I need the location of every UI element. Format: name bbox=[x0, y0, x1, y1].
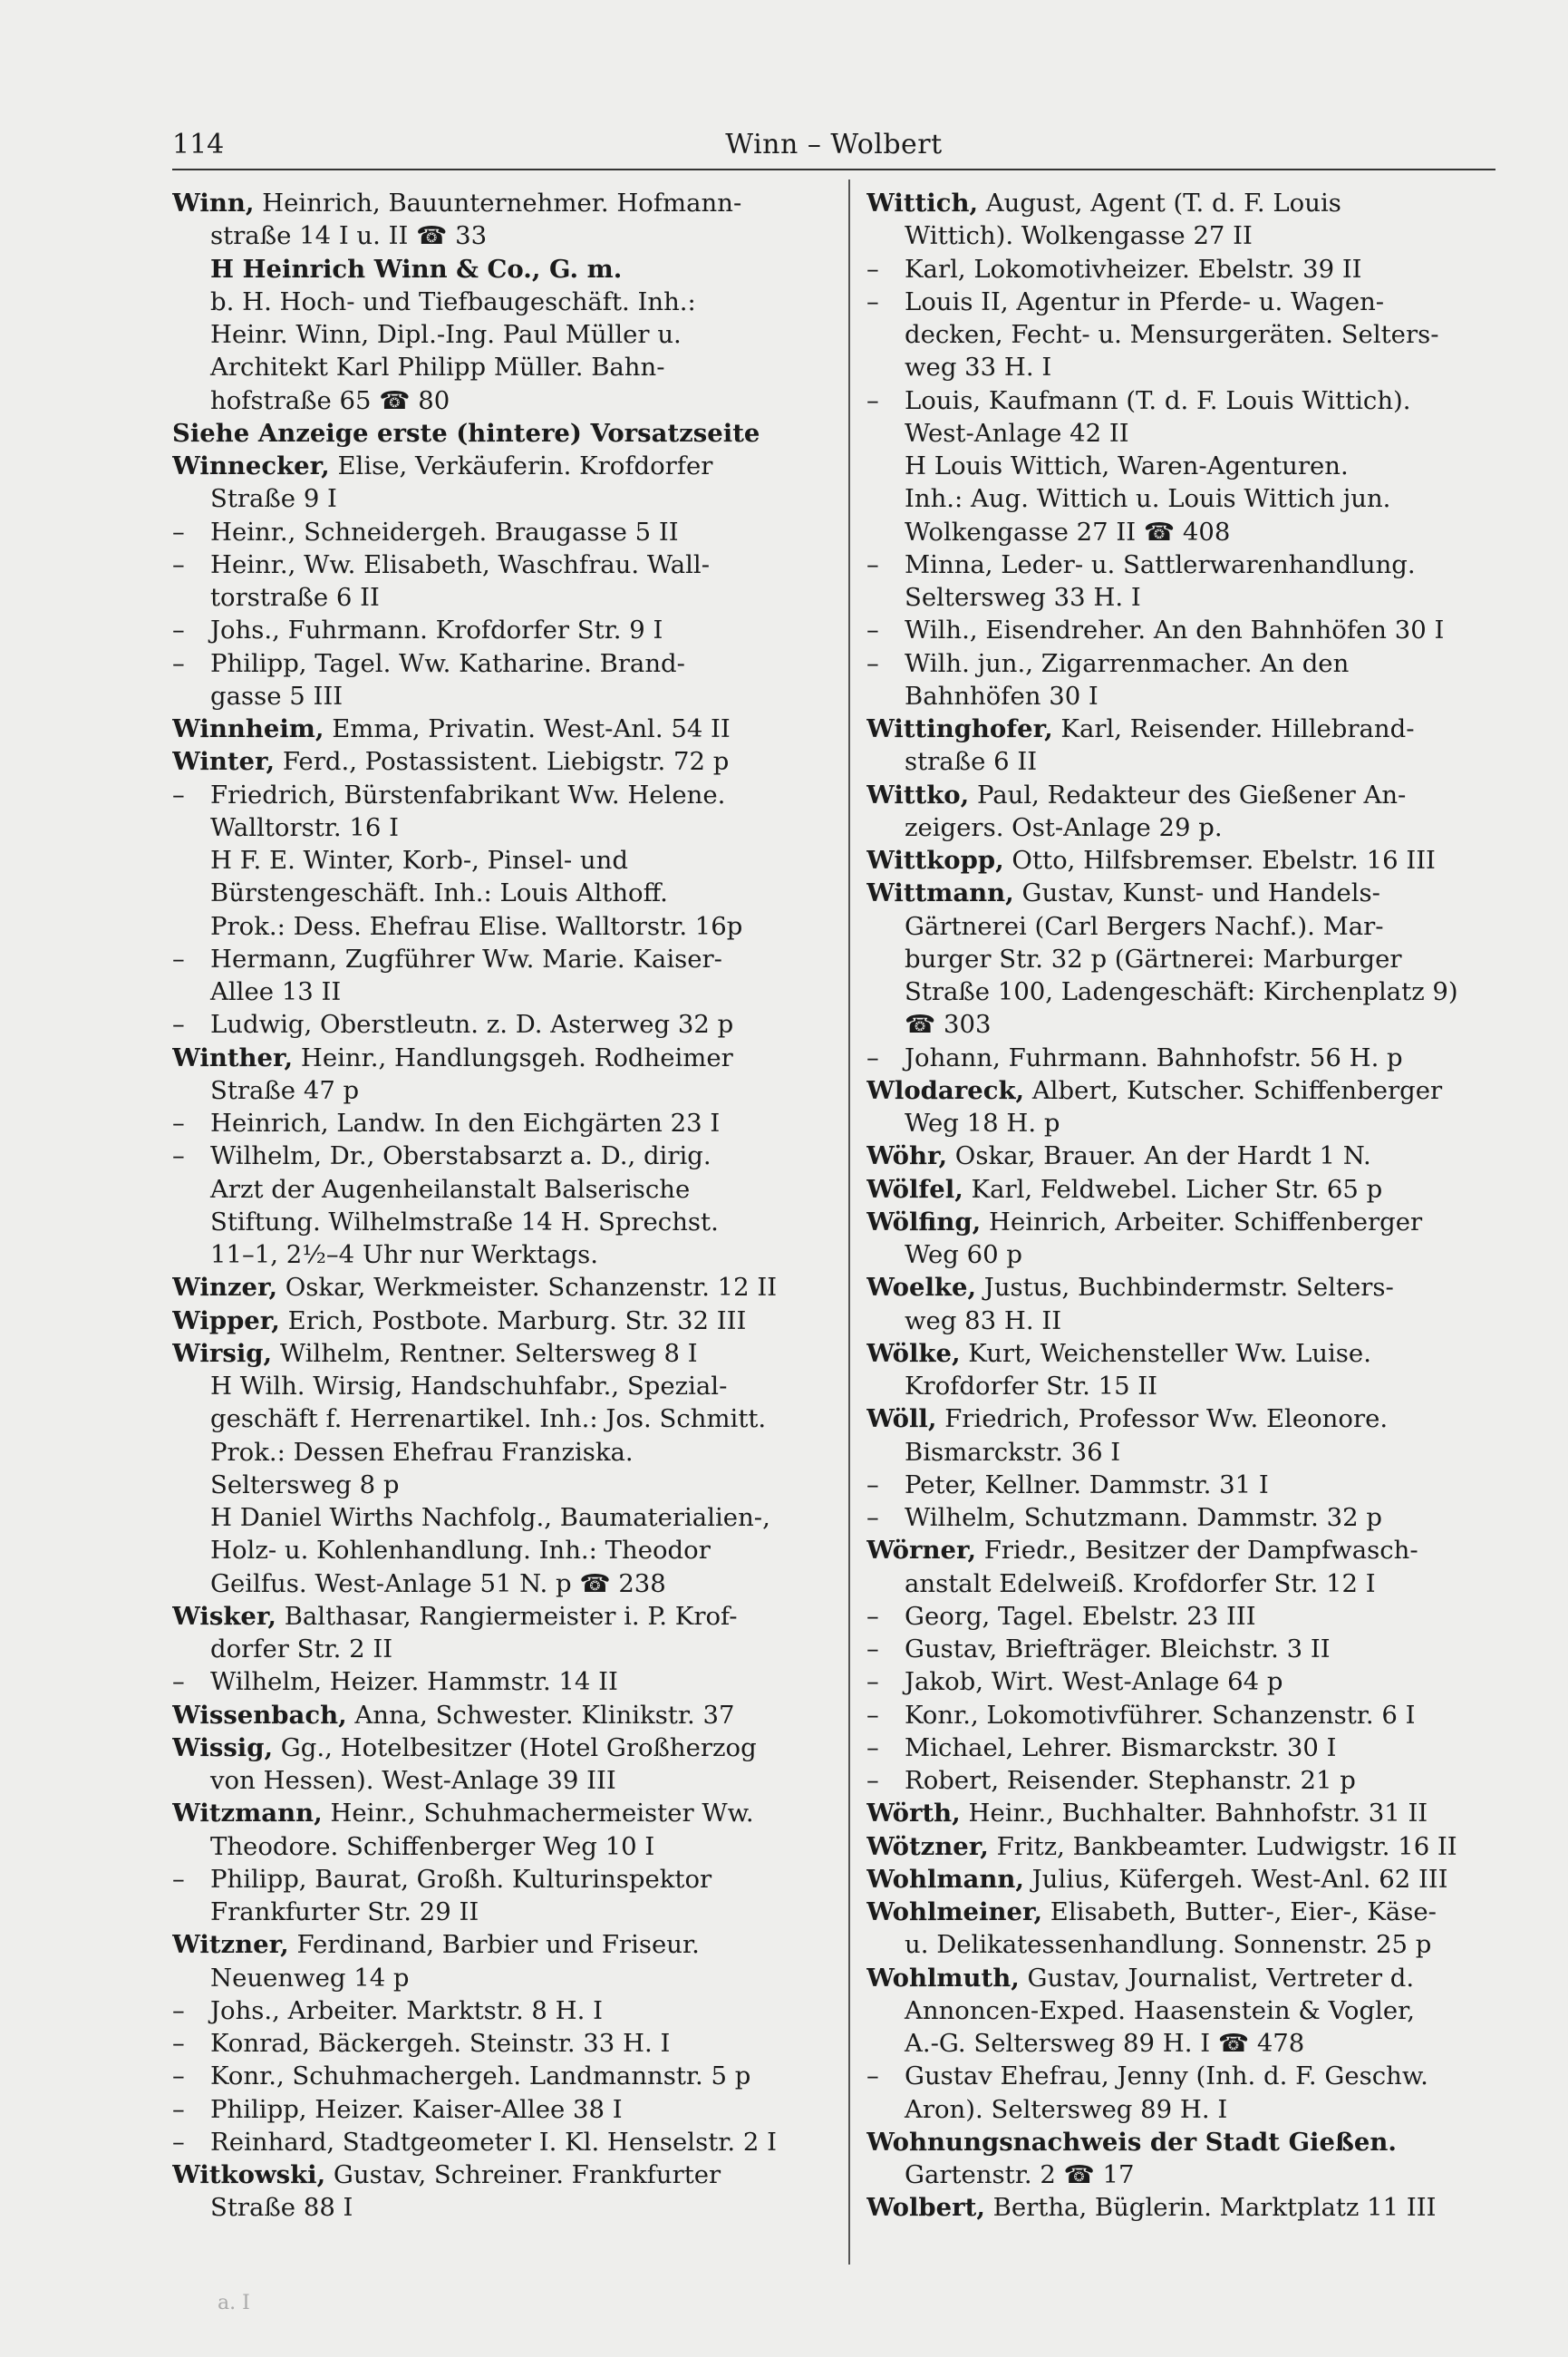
sub-entry-text: Reinhard, Stadtgeometer I. Kl. Henselstr. 2 I bbox=[210, 2127, 777, 2157]
entry-details: Wilhelm, Rentner. Seltersweg 8 I bbox=[272, 1338, 698, 1368]
sub-entry-text: Gustav Ehefrau, Jenny (Inh. d. F. Geschw. bbox=[905, 2061, 1428, 2091]
dash-mark: – bbox=[866, 2061, 879, 2091]
dash-mark: – bbox=[172, 2094, 185, 2124]
entry-line bbox=[172, 1731, 825, 1764]
dash-mark: – bbox=[172, 648, 185, 678]
continuation-line: H F. E. Winter, Korb-, Pinsel- und bbox=[210, 846, 628, 875]
entry-line bbox=[866, 1206, 1501, 1238]
sub-entry-line bbox=[172, 1107, 825, 1140]
entry-details: Julius, Küfergeh. West-Anl. 62 III bbox=[1023, 1864, 1448, 1894]
sub-entry-line bbox=[172, 614, 825, 646]
continuation-line: Architekt Karl Philipp Müller. Bahn- bbox=[210, 353, 665, 383]
entry-name: Wörner, bbox=[866, 1536, 977, 1566]
sub-entry-line bbox=[866, 253, 1501, 286]
dash-mark: – bbox=[172, 1667, 185, 1697]
entry-details: Anna, Schwester. Klinikstr. 37 bbox=[346, 1700, 735, 1730]
sub-entry-line bbox=[172, 1140, 825, 1172]
entry-details: Ferdinand, Barbier und Friseur. bbox=[288, 1930, 700, 1960]
sub-entry-text: Friedrich, Bürstenfabrikant Ww. Helene. bbox=[210, 780, 726, 810]
entry-name: Witkowski, bbox=[172, 2160, 326, 2189]
sub-entry-line bbox=[866, 1764, 1501, 1797]
sub-entry-line bbox=[866, 1501, 1501, 1534]
entry-line bbox=[172, 2158, 825, 2191]
continuation-line: hofstraße 65 ☎ 80 bbox=[210, 385, 450, 415]
continuation-line: Straße 88 I bbox=[210, 2193, 353, 2223]
firm-heading-line: H Heinrich Winn & Co., G. m. bbox=[210, 254, 623, 284]
continuation-line: Bahnhöfen 30 I bbox=[905, 681, 1099, 711]
entry-line bbox=[866, 1797, 1501, 1829]
sub-entry-text: Gustav, Briefträger. Bleichstr. 3 II bbox=[905, 1634, 1331, 1663]
entry-name: Winn, bbox=[172, 189, 255, 218]
sub-entry-text: Konr., Lokomotivführer. Schanzenstr. 6 I bbox=[905, 1700, 1416, 1730]
entry-line bbox=[866, 1140, 1501, 1172]
entry-line bbox=[172, 1797, 825, 1829]
continuation-line: West-Anlage 42 II bbox=[905, 418, 1129, 448]
dash-mark: – bbox=[866, 385, 879, 415]
dash-mark: – bbox=[172, 2127, 185, 2157]
entry-line bbox=[172, 1337, 825, 1370]
continuation-line: Weg 60 p bbox=[905, 1240, 1022, 1269]
page-number: 114 bbox=[172, 129, 225, 160]
continuation-line: decken, Fecht- u. Mensurgeräten. Selters- bbox=[905, 320, 1439, 349]
dash-mark: – bbox=[172, 1141, 185, 1171]
entry-details: Emma, Privatin. West-Anl. 54 II bbox=[324, 714, 731, 743]
sub-entry-text: Johann, Fuhrmann. Bahnhofstr. 56 H. p bbox=[905, 1043, 1403, 1072]
continuation-line: Straße 9 I bbox=[210, 484, 337, 514]
continuation-line: geschäft f. Herrenartikel. Inh.: Jos. Schmitt. bbox=[210, 1404, 767, 1434]
entry-name: Wölfel, bbox=[866, 1174, 963, 1204]
continuation-line: u. Delikatessenhandlung. Sonnenstr. 25 p bbox=[905, 1930, 1432, 1960]
entry-name: Wolbert, bbox=[866, 2193, 985, 2223]
entry-line bbox=[866, 1074, 1501, 1107]
entry-name: Witzmann, bbox=[172, 1799, 323, 1828]
dash-mark: – bbox=[172, 1864, 185, 1894]
sub-entry-text: Karl, Lokomotivheizer. Ebelstr. 39 II bbox=[905, 254, 1362, 284]
sub-entry-line bbox=[866, 647, 1501, 680]
header-rule bbox=[172, 169, 1495, 170]
entry-details: Justus, Buchbindermstr. Selters- bbox=[976, 1273, 1394, 1303]
sub-entry-text: Louis, Kaufmann (T. d. F. Louis Wittich). bbox=[905, 385, 1411, 415]
continuation-line: weg 33 H. I bbox=[905, 353, 1052, 383]
entry-line bbox=[172, 187, 825, 219]
entry-line bbox=[172, 1042, 825, 1074]
entry-details: Heinrich, Arbeiter. Schiffenberger bbox=[981, 1207, 1423, 1237]
sub-entry-text: Wilhelm, Dr., Oberstabsarzt a. D., dirig. bbox=[210, 1141, 711, 1171]
continuation-line: von Hessen). West-Anlage 39 III bbox=[210, 1766, 616, 1795]
entry-line bbox=[866, 1402, 1501, 1435]
continuation-line: zeigers. Ost-Anlage 29 p. bbox=[905, 812, 1223, 842]
dash-mark: – bbox=[172, 1010, 185, 1040]
entry-details: Heinr., Schuhmachermeister Ww. bbox=[322, 1799, 754, 1828]
dash-mark: – bbox=[866, 549, 879, 579]
entry-details: Friedr., Besitzer der Dampfwasch- bbox=[976, 1536, 1418, 1566]
entry-details: Karl, Reisender. Hillebrand- bbox=[1052, 714, 1415, 743]
entry-name: Wöhr, bbox=[866, 1141, 948, 1171]
sub-entry-text: Minna, Leder- u. Sattlerwarenhandlung. bbox=[905, 549, 1416, 579]
dash-mark: – bbox=[172, 1109, 185, 1138]
entry-details: Ferd., Postassistent. Liebigstr. 72 p bbox=[275, 747, 730, 777]
sub-entry-line bbox=[866, 1699, 1501, 1731]
continuation-line: Neuenweg 14 p bbox=[210, 1963, 410, 1993]
entry-name: Wittich, bbox=[866, 189, 979, 218]
entry-name: Winther, bbox=[172, 1043, 294, 1072]
sub-entry-line bbox=[866, 1469, 1501, 1501]
entry-line bbox=[866, 187, 1501, 219]
dash-mark: – bbox=[866, 1043, 879, 1072]
dash-mark: – bbox=[172, 944, 185, 974]
entry-line bbox=[866, 1896, 1501, 1928]
continuation-line: A.-G. Seltersweg 89 H. I ☎ 478 bbox=[905, 2029, 1305, 2058]
entry-details: Oskar, Brauer. An der Hardt 1 N. bbox=[947, 1141, 1371, 1171]
bold-notice-line: Siehe Anzeige erste (hintere) Vorsatzseite bbox=[172, 418, 760, 448]
entry-name: Wisker, bbox=[172, 1601, 276, 1631]
sub-entry-text: Philipp, Heizer. Kaiser-Allee 38 I bbox=[210, 2094, 623, 2124]
sub-entry-line bbox=[866, 1731, 1501, 1764]
left-column bbox=[172, 187, 825, 2225]
continuation-line: anstalt Edelweiß. Krofdorfer Str. 12 I bbox=[905, 1568, 1376, 1598]
sub-entry-line bbox=[866, 614, 1501, 646]
entry-details: Oskar, Werkmeister. Schanzenstr. 12 II bbox=[277, 1273, 778, 1303]
sub-entry-line bbox=[172, 2060, 825, 2092]
continuation-line: 11–1, 2½–4 Uhr nur Werktags. bbox=[210, 1240, 598, 1269]
continuation-line: burger Str. 32 p (Gärtnerei: Marburger bbox=[905, 944, 1402, 974]
entry-name: Wipper, bbox=[172, 1305, 280, 1335]
footer-mark: a. I bbox=[218, 2292, 250, 2314]
continuation-line: weg 83 H. II bbox=[905, 1305, 1062, 1335]
continuation-line: Prok.: Dess. Ehefrau Elise. Walltorstr. 16p bbox=[210, 911, 743, 941]
continuation-line: H Louis Wittich, Waren-Agenturen. bbox=[905, 451, 1349, 480]
entry-name: Witzner, bbox=[172, 1930, 289, 1960]
sub-entry-text: Hermann, Zugführer Ww. Marie. Kaiser- bbox=[210, 944, 722, 974]
continuation-line: Frankfurter Str. 29 II bbox=[210, 1897, 479, 1926]
entry-details: Karl, Feldwebel. Licher Str. 65 p bbox=[963, 1174, 1383, 1204]
sub-entry-text: Heinr., Schneidergeh. Braugasse 5 II bbox=[210, 517, 679, 547]
continuation-line: torstraße 6 II bbox=[210, 583, 380, 612]
sub-entry-line bbox=[866, 1600, 1501, 1633]
entry-details: Heinrich, Bauunternehmer. Hofmann- bbox=[254, 189, 742, 218]
sub-entry-line bbox=[172, 943, 825, 975]
continuation-line: Krofdorfer Str. 15 II bbox=[905, 1372, 1158, 1401]
entry-line bbox=[866, 1271, 1501, 1304]
continuation-line: Prok.: Dessen Ehefrau Franziska. bbox=[210, 1437, 634, 1467]
entry-name: Wittinghofer, bbox=[866, 714, 1053, 743]
continuation-line: Weg 18 H. p bbox=[905, 1109, 1060, 1138]
continuation-line: Holz- u. Kohlenhandlung. Inh.: Theodor bbox=[210, 1536, 711, 1566]
running-head: Winn – Wolbert bbox=[725, 129, 943, 160]
dash-mark: – bbox=[172, 2061, 185, 2091]
continuation-line: Heinr. Winn, Dipl.-Ing. Paul Müller u. bbox=[210, 320, 682, 349]
dash-mark: – bbox=[866, 648, 879, 678]
entry-name: Winnecker, bbox=[172, 451, 330, 480]
entry-details: Elise, Verkäuferin. Krofdorfer bbox=[329, 451, 713, 480]
continuation-line: gasse 5 III bbox=[210, 681, 344, 711]
entry-line bbox=[866, 1534, 1501, 1566]
sub-entry-text: Robert, Reisender. Stephanstr. 21 p bbox=[905, 1766, 1356, 1795]
entry-name: Wissenbach, bbox=[172, 1700, 347, 1730]
sub-entry-text: Philipp, Baurat, Großh. Kulturinspektor bbox=[210, 1864, 712, 1894]
continuation-line: Theodore. Schiffenberger Weg 10 I bbox=[210, 1831, 655, 1861]
dash-mark: – bbox=[866, 1503, 879, 1532]
entry-name: Wlodareck, bbox=[866, 1075, 1025, 1105]
entry-name: Wölfing, bbox=[866, 1207, 982, 1237]
entry-details: Fritz, Bankbeamter. Ludwigstr. 16 II bbox=[988, 1831, 1457, 1861]
entry-name: Wittkopp, bbox=[866, 846, 1004, 875]
dash-mark: – bbox=[866, 1469, 879, 1499]
entry-name: Wohlmuth, bbox=[866, 1963, 1020, 1993]
continuation-line: Arzt der Augenheilanstalt Balserische bbox=[210, 1174, 691, 1204]
entry-name: Wirsig, bbox=[172, 1338, 273, 1368]
dash-mark: – bbox=[172, 1995, 185, 2025]
sub-entry-line bbox=[866, 286, 1501, 318]
dash-mark: – bbox=[172, 2029, 185, 2058]
continuation-line: Inh.: Aug. Wittich u. Louis Wittich jun. bbox=[905, 484, 1391, 514]
entry-details: Bertha, Büglerin. Marktplatz 11 III bbox=[984, 2193, 1437, 2223]
continuation-line: dorfer Str. 2 II bbox=[210, 1634, 393, 1663]
dash-mark: – bbox=[866, 1601, 879, 1631]
dash-mark: – bbox=[866, 1634, 879, 1663]
entry-line bbox=[866, 1337, 1501, 1370]
entry-details: Heinr., Handlungsgeh. Rodheimer bbox=[293, 1043, 733, 1072]
entry-details: Albert, Kutscher. Schiffenberger bbox=[1024, 1075, 1443, 1105]
entry-details: Balthasar, Rangiermeister i. P. Krof- bbox=[276, 1601, 738, 1631]
entry-name: Wohlmeiner, bbox=[866, 1897, 1043, 1926]
entry-name: Wohlmann, bbox=[866, 1864, 1024, 1894]
entry-details: Paul, Redakteur des Gießener An- bbox=[969, 780, 1407, 810]
right-column bbox=[866, 187, 1501, 2225]
sub-entry-text: Philipp, Tagel. Ww. Katharine. Brand- bbox=[210, 648, 685, 678]
sub-entry-line bbox=[172, 1994, 825, 2027]
sub-entry-text: Ludwig, Oberstleutn. z. D. Asterweg 32 p bbox=[210, 1010, 734, 1040]
dash-mark: – bbox=[866, 254, 879, 284]
sub-entry-line bbox=[866, 384, 1501, 417]
continuation-line: Walltorstr. 16 I bbox=[210, 812, 399, 842]
sub-entry-line bbox=[866, 1665, 1501, 1698]
continuation-line: Bürstengeschäft. Inh.: Louis Althoff. bbox=[210, 878, 668, 908]
sub-entry-text: Michael, Lehrer. Bismarckstr. 30 I bbox=[905, 1732, 1337, 1762]
entry-line bbox=[172, 1600, 825, 1633]
continuation-line: straße 14 I u. II ☎ 33 bbox=[210, 221, 488, 251]
entry-name: Wötzner, bbox=[866, 1831, 989, 1861]
entry-name: Wölke, bbox=[866, 1338, 961, 1368]
sub-entry-text: Johs., Arbeiter. Marktstr. 8 H. I bbox=[210, 1995, 603, 2025]
sub-entry-text: Peter, Kellner. Dammstr. 31 I bbox=[905, 1469, 1269, 1499]
entry-line bbox=[172, 1305, 825, 1337]
sub-entry-line bbox=[866, 2060, 1501, 2092]
sub-entry-text: Wilh., Eisendreher. An den Bahnhöfen 30 I bbox=[905, 616, 1445, 645]
entry-name: Wittko, bbox=[866, 780, 970, 810]
continuation-line: Wittich). Wolkengasse 27 II bbox=[905, 221, 1253, 251]
entry-line bbox=[172, 1928, 825, 1961]
dash-mark: – bbox=[866, 1766, 879, 1795]
entry-details: August, Agent (T. d. F. Louis bbox=[978, 189, 1341, 218]
entry-line bbox=[866, 2191, 1501, 2224]
sub-entry-line bbox=[172, 1863, 825, 1896]
sub-entry-line bbox=[866, 1042, 1501, 1074]
continuation-line: b. H. Hoch- und Tiefbaugeschäft. Inh.: bbox=[210, 286, 696, 316]
sub-entry-line bbox=[172, 2093, 825, 2126]
dash-mark: – bbox=[172, 780, 185, 810]
entry-line bbox=[172, 450, 825, 482]
continuation-line: Allee 13 II bbox=[210, 977, 342, 1006]
entry-details: Elisabeth, Butter-, Eier-, Käse- bbox=[1042, 1897, 1437, 1926]
dash-mark: – bbox=[866, 286, 879, 316]
dash-mark: – bbox=[172, 616, 185, 645]
dash-mark: – bbox=[172, 517, 185, 547]
sub-entry-line bbox=[172, 548, 825, 581]
entry-details: Otto, Hilfsbremser. Ebelstr. 16 III bbox=[1003, 846, 1436, 875]
entry-details: Gustav, Schreiner. Frankfurter bbox=[325, 2160, 721, 2189]
continuation-line: ☎ 303 bbox=[905, 1010, 992, 1040]
continuation-line: H Daniel Wirths Nachfolg., Baumaterialien-, bbox=[210, 1503, 770, 1532]
entry-line bbox=[866, 1863, 1501, 1896]
sub-entry-line bbox=[172, 2126, 825, 2158]
continuation-line: Bismarckstr. 36 I bbox=[905, 1437, 1121, 1467]
sub-entry-line bbox=[866, 548, 1501, 581]
sub-entry-line bbox=[866, 1633, 1501, 1665]
sub-entry-line bbox=[172, 2027, 825, 2060]
continuation-line: Seltersweg 8 p bbox=[210, 1469, 400, 1499]
entry-line bbox=[172, 745, 825, 778]
dash-mark: – bbox=[866, 1700, 879, 1730]
continuation-line: Wolkengasse 27 II ☎ 408 bbox=[905, 517, 1231, 547]
entry-name: Winnheim, bbox=[172, 714, 324, 743]
entry-details: Erich, Postbote. Marburg. Str. 32 III bbox=[279, 1305, 747, 1335]
continuation-line: Aron). Seltersweg 89 H. I bbox=[905, 2094, 1228, 2124]
dash-mark: – bbox=[866, 616, 879, 645]
sub-entry-line bbox=[172, 779, 825, 811]
sub-entry-text: Georg, Tagel. Ebelstr. 23 III bbox=[905, 1601, 1256, 1631]
sub-entry-text: Heinrich, Landw. In den Eichgärten 23 I bbox=[210, 1109, 721, 1138]
entry-details: Kurt, Weichensteller Ww. Luise. bbox=[960, 1338, 1371, 1368]
sub-entry-text: Johs., Fuhrmann. Krofdorfer Str. 9 I bbox=[210, 616, 663, 645]
entry-name: Winter, bbox=[172, 747, 276, 777]
sub-entry-text: Heinr., Ww. Elisabeth, Waschfrau. Wall- bbox=[210, 549, 710, 579]
sub-entry-line bbox=[172, 647, 825, 680]
entry-name: Wörth, bbox=[866, 1799, 961, 1828]
sub-entry-text: Jakob, Wirt. West-Anlage 64 p bbox=[905, 1667, 1283, 1697]
sub-entry-line bbox=[172, 1008, 825, 1041]
entry-line bbox=[866, 779, 1501, 811]
entry-name: Woelke, bbox=[866, 1273, 977, 1303]
bold-notice-line: Wohnungsnachweis der Stadt Gießen. bbox=[866, 2127, 1397, 2157]
continuation-line: Annoncen-Exped. Haasenstein & Vogler, bbox=[905, 1995, 1415, 2025]
entry-name: Wöll, bbox=[866, 1404, 937, 1434]
sub-entry-text: Konrad, Bäckergeh. Steinstr. 33 H. I bbox=[210, 2029, 671, 2058]
continuation-line: Stiftung. Wilhelmstraße 14 H. Sprechst. bbox=[210, 1207, 719, 1237]
continuation-line: Geilfus. West-Anlage 51 N. p ☎ 238 bbox=[210, 1568, 666, 1598]
entry-details: Gustav, Journalist, Vertreter d. bbox=[1019, 1963, 1415, 1993]
continuation-line: Straße 47 p bbox=[210, 1075, 360, 1105]
entry-line bbox=[172, 1271, 825, 1304]
continuation-line: Seltersweg 33 H. I bbox=[905, 583, 1141, 612]
entry-line bbox=[866, 1173, 1501, 1206]
sub-entry-text: Wilhelm, Schutzmann. Dammstr. 32 p bbox=[905, 1503, 1382, 1532]
sub-entry-text: Konr., Schuhmachergeh. Landmannstr. 5 p bbox=[210, 2061, 751, 2091]
continuation-line: H Wilh. Wirsig, Handschuhfabr., Spezial- bbox=[210, 1372, 728, 1401]
entry-name: Wittmann, bbox=[866, 878, 1014, 908]
sub-entry-text: Louis II, Agentur in Pferde- u. Wagen- bbox=[905, 286, 1385, 316]
sub-entry-line bbox=[172, 516, 825, 548]
sub-entry-text: Wilhelm, Heizer. Hammstr. 14 II bbox=[210, 1667, 618, 1697]
entry-details: Friedrich, Professor Ww. Eleonore. bbox=[936, 1404, 1389, 1434]
sub-entry-line bbox=[172, 1665, 825, 1698]
column-divider bbox=[848, 179, 850, 2265]
entry-line bbox=[866, 1830, 1501, 1863]
entry-name: Winzer, bbox=[172, 1273, 278, 1303]
entry-name: Wissig, bbox=[172, 1732, 274, 1762]
dash-mark: – bbox=[172, 549, 185, 579]
continuation-line: Straße 100, Ladengeschäft: Kirchenplatz 9) bbox=[905, 977, 1458, 1006]
page-header bbox=[172, 125, 1495, 165]
continuation-line: Gärtnerei (Carl Bergers Nachf.). Mar- bbox=[905, 911, 1384, 941]
entry-line bbox=[172, 713, 825, 745]
entry-line bbox=[866, 844, 1501, 877]
entry-line bbox=[866, 877, 1501, 909]
entry-line bbox=[866, 713, 1501, 745]
entry-details: Heinr., Buchhalter. Bahnhofstr. 31 II bbox=[960, 1799, 1428, 1828]
entry-line bbox=[866, 1962, 1501, 1994]
continuation-line: Gartenstr. 2 ☎ 17 bbox=[905, 2160, 1135, 2189]
entry-line bbox=[172, 1699, 825, 1731]
continuation-line: straße 6 II bbox=[905, 747, 1038, 777]
entry-details: Gg., Hotelbesitzer (Hotel Großherzog bbox=[273, 1732, 757, 1762]
entry-details: Gustav, Kunst- und Handels- bbox=[1013, 878, 1380, 908]
dash-mark: – bbox=[866, 1732, 879, 1762]
sub-entry-text: Wilh. jun., Zigarrenmacher. An den bbox=[905, 648, 1350, 678]
dash-mark: – bbox=[866, 1667, 879, 1697]
